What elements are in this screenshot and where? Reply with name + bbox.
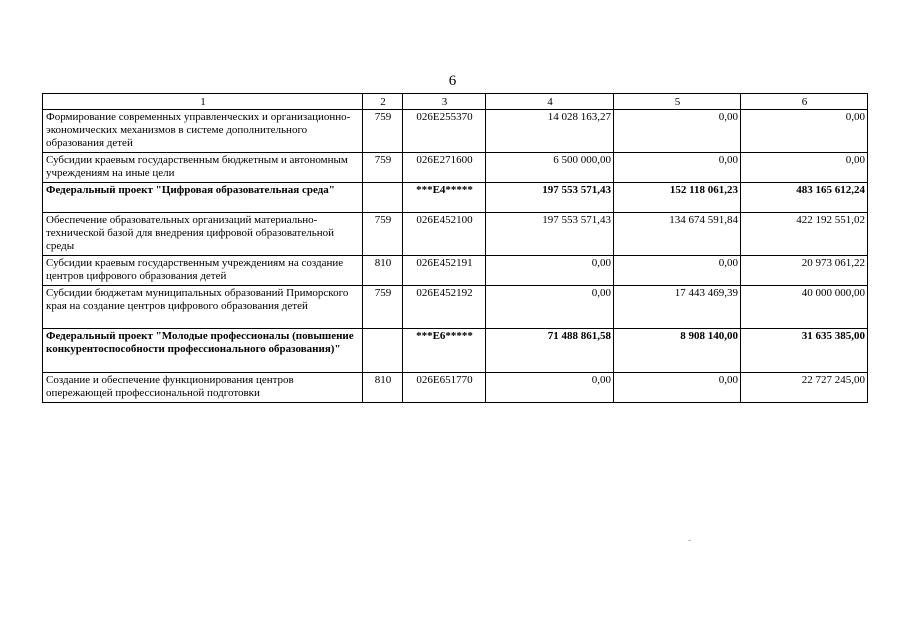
column-header: 4: [486, 94, 614, 110]
row-code: 759: [363, 110, 403, 153]
row-csr: 026Е452192: [403, 286, 486, 329]
row-csr: 026Е452191: [403, 256, 486, 286]
row-value-col4: 6 500 000,00: [486, 153, 614, 183]
row-code: 810: [363, 256, 403, 286]
table-row: [43, 153, 868, 183]
table-row: [43, 329, 868, 373]
row-name: Федеральный проект "Молодые профессионалы (повышение конкурентоспособности профессионального образования)": [43, 329, 363, 373]
row-value-col5: 152 118 061,23: [614, 183, 741, 213]
row-value-col5: 0,00: [614, 256, 741, 286]
row-value-col4: 197 553 571,43: [486, 183, 614, 213]
row-value-col6: 0,00: [741, 110, 868, 153]
row-value-col6: 422 192 551,02: [741, 213, 868, 256]
column-header: 6: [741, 94, 868, 110]
budget-table: [42, 93, 868, 403]
row-code: 759: [363, 286, 403, 329]
table-row: [43, 373, 868, 403]
row-value-col5: 0,00: [614, 110, 741, 153]
row-value-col5: 134 674 591,84: [614, 213, 741, 256]
row-value-col6: 20 973 061,22: [741, 256, 868, 286]
column-header: 2: [363, 94, 403, 110]
column-header: 1: [43, 94, 363, 110]
row-value-col5: 0,00: [614, 373, 741, 403]
row-value-col4: 197 553 571,43: [486, 213, 614, 256]
row-csr: 026Е651770: [403, 373, 486, 403]
row-value-col5: 0,00: [614, 153, 741, 183]
table-row: [43, 256, 868, 286]
row-value-col5: 17 443 469,39: [614, 286, 741, 329]
row-csr: 026Е255370: [403, 110, 486, 153]
table-row: [43, 110, 868, 153]
row-value-col4: 0,00: [486, 373, 614, 403]
row-value-col5: 8 908 140,00: [614, 329, 741, 373]
row-value-col6: 22 727 245,00: [741, 373, 868, 403]
table-row: [43, 286, 868, 329]
row-value-col4: 14 028 163,27: [486, 110, 614, 153]
table-row: [43, 213, 868, 256]
row-value-col6: 0,00: [741, 153, 868, 183]
row-code: 759: [363, 213, 403, 256]
row-csr: 026Е452100: [403, 213, 486, 256]
table-row: [43, 183, 868, 213]
row-name: Субсидии бюджетам муниципальных образований Приморского края на создание центров цифрового образования детей: [43, 286, 363, 329]
row-value-col4: 71 488 861,58: [486, 329, 614, 373]
row-name: Обеспечение образовательных организаций материально-технической базой для внедрения цифровой образовательной среды: [43, 213, 363, 256]
row-code: 810: [363, 373, 403, 403]
row-value-col4: 0,00: [486, 256, 614, 286]
row-value-col6: 40 000 000,00: [741, 286, 868, 329]
row-csr: ***Е4*****: [403, 183, 486, 213]
row-value-col6: 31 635 385,00: [741, 329, 868, 373]
row-value-col4: 0,00: [486, 286, 614, 329]
row-name: Создание и обеспечение функционирования центров опережающей профессиональной подготовки: [43, 373, 363, 403]
column-header: 3: [403, 94, 486, 110]
row-code: 759: [363, 153, 403, 183]
row-name: Формирование современных управленческих и организационно-экономических механизмов в системе дополнительного образования детей: [43, 110, 363, 153]
row-value-col6: 483 165 612,24: [741, 183, 868, 213]
row-csr: 026Е271600: [403, 153, 486, 183]
scan-speck: [688, 540, 691, 541]
row-name: Субсидии краевым государственным бюджетным и автономным учреждениям на иные цели: [43, 153, 363, 183]
page-number: 6: [448, 73, 457, 89]
row-name: Субсидии краевым государственным учреждениям на создание центров цифрового образования детей: [43, 256, 363, 286]
row-code: [363, 329, 403, 373]
column-header: 5: [614, 94, 741, 110]
row-code: [363, 183, 403, 213]
row-csr: ***Е6*****: [403, 329, 486, 373]
table-header-row: [43, 94, 868, 110]
row-name: Федеральный проект "Цифровая образовательная среда": [43, 183, 363, 213]
